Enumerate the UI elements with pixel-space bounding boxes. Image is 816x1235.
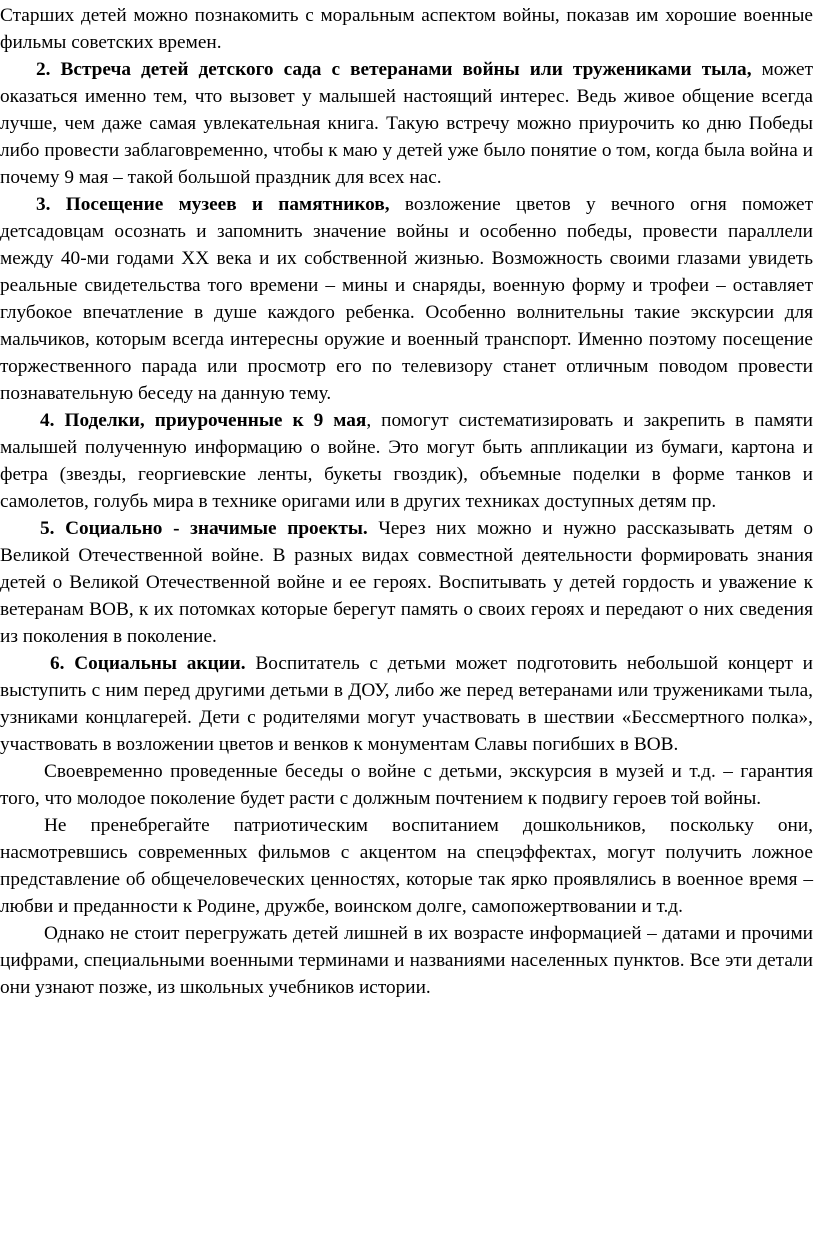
- paragraph-heading: 4. Поделки, приуроченные к 9 мая: [40, 410, 367, 431]
- paragraph-text: Не пренебрегайте патриотическим воспитанием дошкольников, поскольку они, насмотревшись современных фильмов с акцентом на спецэффектах, могут получить ложное представление об общечеловеческих ценностях, которые так ярко проявлялись в военное время – любви и преданности к Родине, дружбе, воинском долге, самопожертвовании и т.д.: [0, 815, 813, 917]
- paragraph-item-4: [0, 407, 813, 515]
- paragraph-text: Старших детей можно познакомить с моральным аспектом войны, показав им хорошие военные фильмы советских времен.: [0, 5, 813, 53]
- paragraph-text: Своевременно проведенные беседы о войне с детьми, экскурсия в музей и т.д. – гарантия того, что молодое поколение будет расти с должным почтением к подвигу героев той войны.: [0, 761, 813, 809]
- paragraph-heading: 3. Посещение музеев и памятников,: [36, 194, 390, 215]
- paragraph-item-5: [0, 515, 813, 650]
- paragraph-item-3: [0, 191, 813, 407]
- paragraph-text: Через них можно и нужно рассказывать детям о Великой Отечественной войне. В разных видах совместной деятельности формировать знания детей о Великой Отечественной войне и ее героях. Воспитывать у детей гордость и уважение к ветеранам ВОВ, к их потомках которые берегут память о своих героях и передают о них сведения из поколения в поколение.: [0, 518, 813, 647]
- paragraph-conclusion-2: [0, 812, 813, 920]
- paragraph-heading: 5. Социально - значимые проекты.: [40, 518, 368, 539]
- paragraph-text: возложение цветов у вечного огня поможет детсадовцам осознать и запомнить значение войны и особенно победы, провести параллели между 40-ми годами XX века и их собственной жизнью. Возможность своими глазами увидеть реальные свидетельства того времени – мины и снаряды, военную форму и трофеи – оставляет глубокое впечатление в душе каждого ребенка. Особенно волнительны такие экскурсии для мальчиков, которым всегда интересны оружие и военный транспорт. Именно поэтому посещение торжественного парада или просмотр его по телевизору станет отличным поводом провести познавательную беседу на данную тему.: [0, 194, 813, 404]
- paragraph-text: может оказаться именно тем, что вызовет у малышей настоящий интерес. Ведь живое общение всегда лучше, чем даже самая увлекательная книга. Такую встречу можно приурочить ко дню Победы либо провести заблаговременно, чтобы к маю у детей уже было понятие о том, когда была война и почему 9 мая – такой большой праздник для всех нас.: [0, 59, 813, 188]
- paragraph-item-2: [0, 56, 813, 191]
- paragraph-text: Однако не стоит перегружать детей лишней в их возрасте информацией – датами и прочими цифрами, специальными военными терминами и названиями населенных пунктов. Все эти детали они узнают позже, из школьных учебников истории.: [0, 923, 813, 998]
- paragraph-conclusion-1: [0, 758, 813, 812]
- paragraph-heading: 2. Встреча детей детского сада с ветеранами войны или тружениками тыла,: [36, 59, 752, 80]
- paragraph-heading: 6. Социальны акции.: [50, 653, 246, 674]
- paragraph-text: Воспитатель с детьми может подготовить небольшой концерт и выступить с ним перед другими детьми в ДОУ, либо же перед ветеранами или тружениками тыла, узниками концлагерей. Дети с родителями могут участвовать в шествии «Бессмертного полка», участвовать в возложении цветов и венков к монументам Славы погибших в ВОВ.: [0, 653, 813, 755]
- paragraph-text: , помогут систематизировать и закрепить в памяти малышей полученную информацию о войне. Это могут быть аппликации из бумаги, картона и фетра (звезды, георгиевские ленты, букеты гвоздик), объемные поделки в форме танков и самолетов, голубь мира в технике оригами или в других техниках доступных детям пр.: [0, 410, 813, 512]
- paragraph-intro: [0, 2, 813, 56]
- paragraph-item-6: [0, 650, 813, 758]
- paragraph-conclusion-3: [0, 920, 813, 1001]
